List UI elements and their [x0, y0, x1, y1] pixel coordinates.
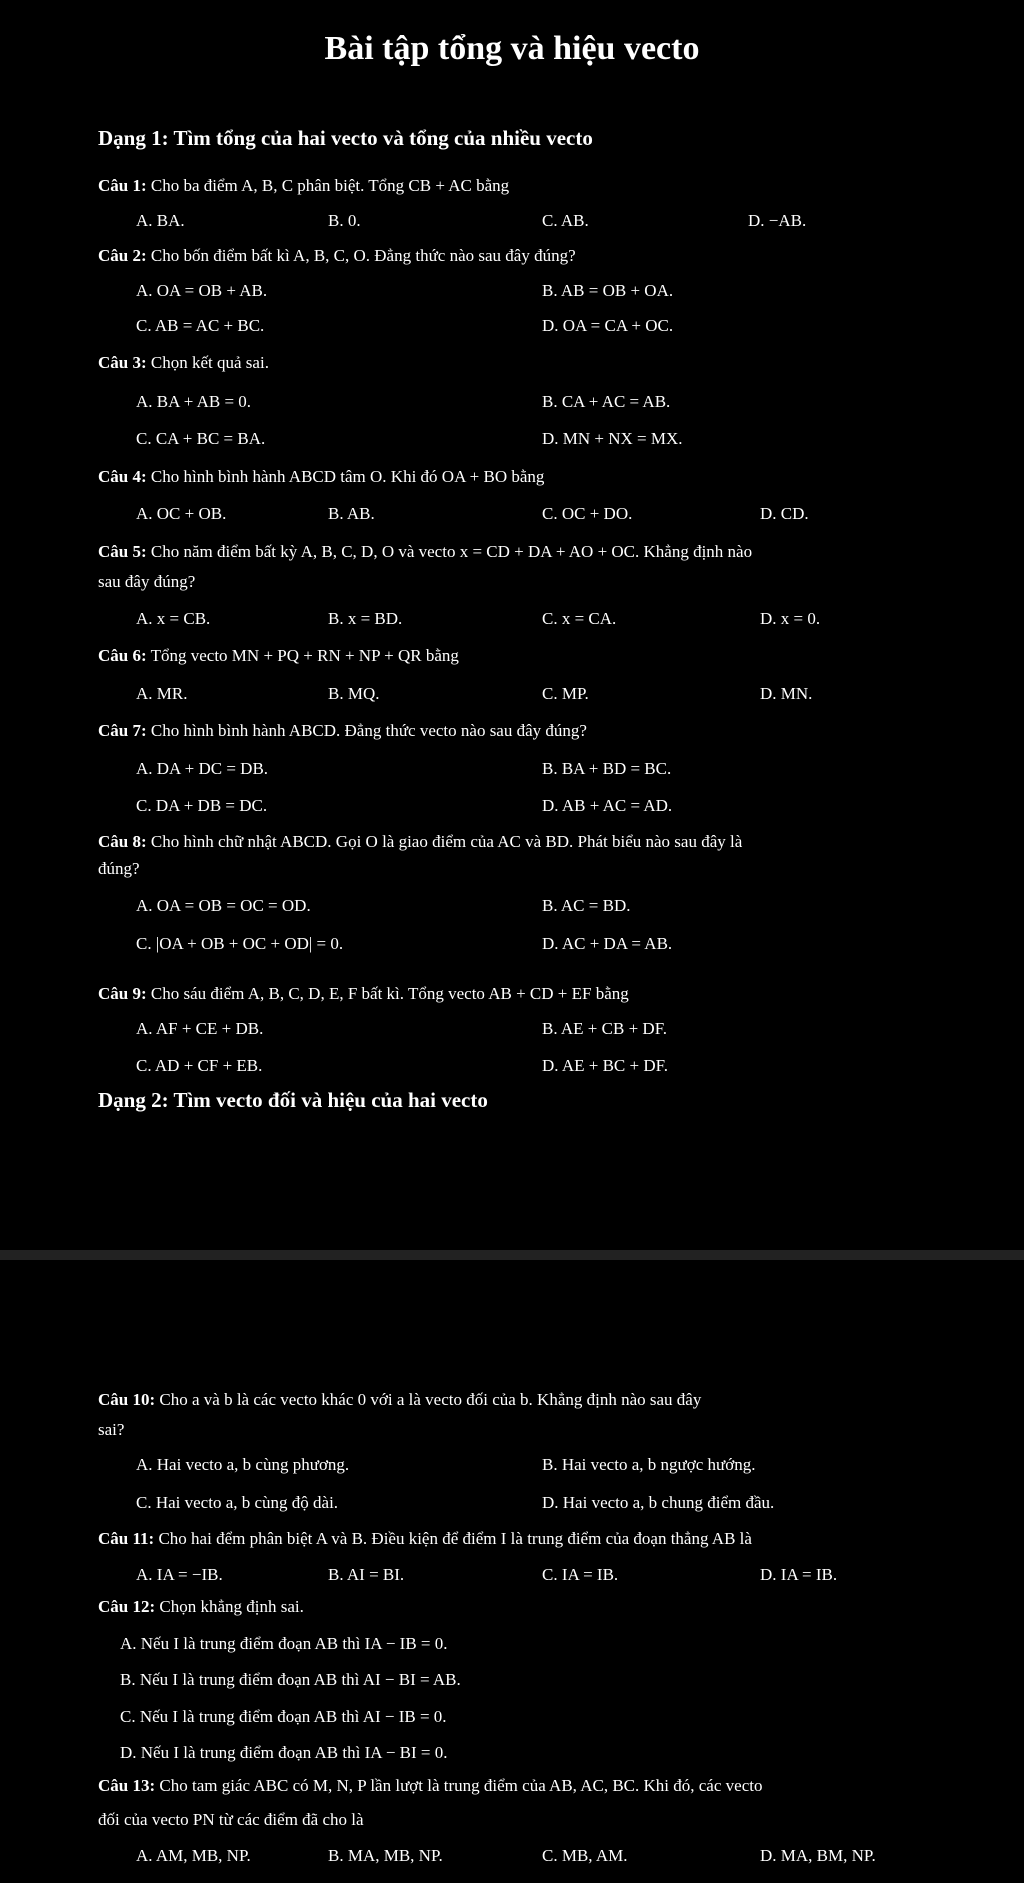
question-10-continued: sai?	[98, 1420, 125, 1439]
question-3	[98, 353, 269, 373]
question-text: Cho năm điểm bất kỳ A, B, C, D, O và vecto x = CD + DA + AO + OC. Khẳng định nào	[150, 542, 753, 561]
option-d: D. MA, BM, NP.	[760, 1846, 876, 1865]
question-11	[98, 1529, 752, 1549]
page-divider	[0, 1250, 1024, 1260]
option-c: C. Nếu I là trung điểm đoạn AB thì AI − IB = 0.	[120, 1707, 447, 1726]
question-6	[98, 646, 459, 666]
question-label: Câu 3:	[98, 353, 147, 372]
option-d: D. AE + BC + DF.	[542, 1056, 668, 1075]
option-b: B. 0.	[328, 211, 361, 230]
question-text: Cho a và b là các vecto khác 0 với a là vecto đối của b. Khẳng định nào sau đây	[159, 1390, 702, 1409]
option-a: A. Hai vecto a, b cùng phương.	[136, 1455, 350, 1474]
option-a: A. OC + OB.	[136, 504, 227, 523]
option-a: A. BA + AB = 0.	[136, 392, 252, 411]
question-text: Cho hình bình hành ABCD tâm O. Khi đó OA + BO bằng	[150, 467, 545, 486]
question-5	[98, 542, 752, 562]
question-label: Câu 10:	[98, 1390, 156, 1409]
option-b: B. BA + BD = BC.	[542, 759, 672, 778]
option-a: A. MR.	[136, 684, 188, 703]
option-d: D. x = 0.	[760, 609, 821, 628]
question-label: Câu 9:	[98, 984, 147, 1003]
option-d: D. −AB.	[748, 211, 807, 230]
question-text: Cho sáu điểm A, B, C, D, E, F bất kì. Tổng vecto AB + CD + EF bằng	[150, 984, 629, 1003]
option-c: C. MB, AM.	[542, 1846, 628, 1865]
option-c: C. AB = AC + BC.	[136, 316, 265, 335]
option-c: C. DA + DB = DC.	[136, 796, 268, 815]
question-label: Câu 11:	[98, 1529, 155, 1548]
option-d: D. OA = CA + OC.	[542, 316, 674, 335]
option-b: B. MA, MB, NP.	[328, 1846, 443, 1865]
option-b: B. AB = OB + OA.	[542, 281, 674, 300]
question-text: Cho hình bình hành ABCD. Đẳng thức vecto nào sau đây đúng?	[150, 721, 587, 740]
option-d: D. MN.	[760, 684, 813, 703]
option-c: C. AD + CF + EB.	[136, 1056, 263, 1075]
question-text: Chọn khẳng định sai.	[159, 1597, 304, 1616]
question-label: Câu 1:	[98, 176, 147, 195]
question-12	[98, 1597, 304, 1617]
option-a: A. BA.	[136, 211, 185, 230]
option-d: D. AC + DA = AB.	[542, 934, 673, 953]
option-a: A. AM, MB, NP.	[136, 1846, 251, 1865]
option-c: C. MP.	[542, 684, 589, 703]
page-title: Bài tập tổng và hiệu vecto	[324, 30, 700, 67]
option-a: A. x = CB.	[136, 609, 211, 628]
option-b: B. AI = BI.	[328, 1565, 405, 1584]
option-b: B. Hai vecto a, b ngược hướng.	[542, 1455, 756, 1474]
section-heading-2: Dạng 2: Tìm vecto đối và hiệu của hai vecto	[98, 1088, 488, 1112]
question-label: Câu 6:	[98, 646, 147, 665]
option-c: C. Hai vecto a, b cùng độ dài.	[136, 1493, 339, 1512]
option-d: D. Nếu I là trung điểm đoạn AB thì IA − BI = 0.	[120, 1743, 448, 1762]
option-a: A. OA = OB + AB.	[136, 281, 268, 300]
option-d: D. CD.	[760, 504, 809, 523]
option-b: B. AE + CB + DF.	[542, 1019, 668, 1038]
option-a: A. AF + CE + DB.	[136, 1019, 264, 1038]
option-b: B. Nếu I là trung điểm đoạn AB thì AI − BI = AB.	[120, 1670, 461, 1689]
question-label: Câu 12:	[98, 1597, 156, 1616]
question-text: Cho hai đểm phân biệt A và B. Điều kiện để điểm I là trung điểm của đoạn thẳng AB là	[158, 1529, 752, 1548]
option-b: B. AC = BD.	[542, 896, 631, 915]
option-a: A. Nếu I là trung điểm đoạn AB thì IA − IB = 0.	[120, 1634, 448, 1653]
option-c: C. IA = IB.	[542, 1565, 619, 1584]
question-8-continued: đúng?	[98, 859, 140, 878]
option-d: D. AB + AC = AD.	[542, 796, 673, 815]
question-text: Cho tam giác ABC có M, N, P lần lượt là trung điểm của AB, AC, BC. Khi đó, các vecto	[159, 1776, 763, 1795]
question-1	[98, 176, 509, 196]
question-text: Chọn kết quả sai.	[150, 353, 269, 372]
question-7	[98, 721, 587, 741]
question-label: Câu 13:	[98, 1776, 156, 1795]
question-8	[98, 832, 742, 852]
option-b: B. x = BD.	[328, 609, 403, 628]
option-a: A. OA = OB = OC = OD.	[136, 896, 311, 915]
question-label: Câu 5:	[98, 542, 147, 561]
question-text: Cho hình chữ nhật ABCD. Gọi O là giao điểm của AC và BD. Phát biểu nào sau đây là	[150, 832, 743, 851]
option-a: A. IA = −IB.	[136, 1565, 223, 1584]
question-13-continued: đối của vecto PN từ các điểm đã cho là	[98, 1810, 364, 1829]
question-9	[98, 984, 629, 1004]
question-5-continued: sau đây đúng?	[98, 572, 196, 591]
question-label: Câu 2:	[98, 246, 147, 265]
question-10	[98, 1390, 701, 1410]
option-b: B. MQ.	[328, 684, 380, 703]
option-b: B. CA + AC = AB.	[542, 392, 671, 411]
option-c: C. |OA + OB + OC + OD| = 0.	[136, 934, 344, 953]
option-c: C. OC + DO.	[542, 504, 633, 523]
question-4	[98, 467, 544, 487]
option-c: C. x = CA.	[542, 609, 617, 628]
question-label: Câu 8:	[98, 832, 147, 851]
question-label: Câu 7:	[98, 721, 147, 740]
question-label: Câu 4:	[98, 467, 147, 486]
option-c: C. CA + BC = BA.	[136, 429, 266, 448]
question-text: Tổng vecto MN + PQ + RN + NP + QR bằng	[150, 646, 459, 665]
option-d: D. IA = IB.	[760, 1565, 838, 1584]
question-text: Cho ba điểm A, B, C phân biệt. Tổng CB + AC bằng	[150, 176, 510, 195]
section-heading-1: Dạng 1: Tìm tổng của hai vecto và tổng của nhiều vecto	[98, 126, 593, 150]
option-c: C. AB.	[542, 211, 589, 230]
option-a: A. DA + DC = DB.	[136, 759, 269, 778]
option-d: D. MN + NX = MX.	[542, 429, 683, 448]
question-text: Cho bốn điểm bất kì A, B, C, O. Đẳng thức nào sau đây đúng?	[150, 246, 576, 265]
question-2	[98, 246, 576, 266]
option-b: B. AB.	[328, 504, 375, 523]
option-d: D. Hai vecto a, b chung điểm đầu.	[542, 1493, 775, 1512]
question-13	[98, 1776, 762, 1796]
